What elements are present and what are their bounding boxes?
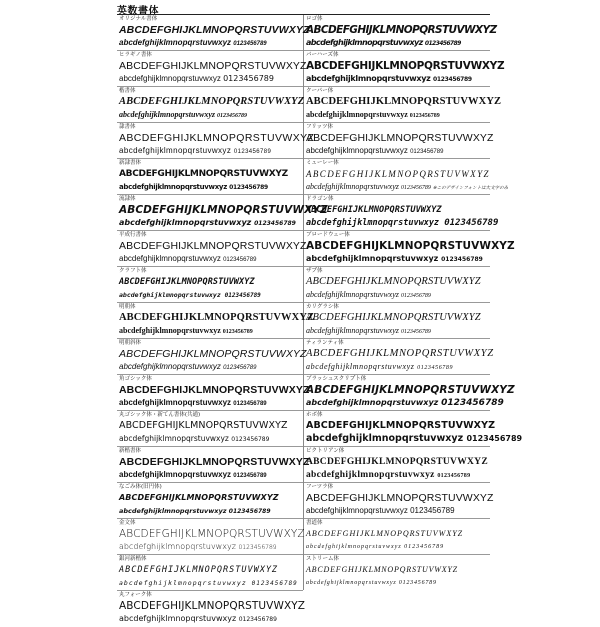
digits-text: 0123456789 — [410, 506, 455, 515]
uppercase-sample: ABCDEFGHIJKLMNOPQRSTUVWXYZ — [306, 457, 488, 467]
font-sample-broadway — [304, 231, 515, 267]
font-name: ストリーム体 — [306, 556, 340, 562]
lowercase-sample — [119, 182, 268, 193]
uppercase-sample: ABCDEFGHIJKLMNOPQRSTUVWXYZ — [119, 312, 315, 323]
digits-text: 0123456789 — [400, 329, 431, 335]
lowercase-sample — [306, 578, 437, 588]
lowercase-text: abcdefghijklmnopqrstuvwxyz — [306, 470, 435, 480]
lowercase-sample — [119, 218, 296, 229]
digits-text: 0123456789 — [233, 401, 267, 407]
font-sample-calligraphy — [304, 303, 490, 339]
uppercase-sample: ABCDEFGHIJKLMNOPQRSTUVWXYZ — [306, 312, 481, 323]
digits-text: 0123456789 — [251, 580, 298, 587]
lowercase-text: abcdefghijklmnopqrstuvwxyz — [119, 470, 232, 479]
lowercase-text: abcdefghijklmnopqrstuvwxyz — [306, 254, 439, 263]
lowercase-text: abcdefghijklmnopqrstuvwxyz — [306, 506, 408, 515]
font-name: ティランティ体 — [306, 340, 344, 346]
lowercase-text: abcdefghijklmnopqrstuvwxyz — [306, 146, 408, 155]
uppercase-sample: ABCDEFGHIJKLMNOPQRSTUVWXYZ — [119, 565, 279, 575]
font-sample-musee — [304, 159, 509, 195]
lowercase-text: abcdefghijklmnopqrstuvwxyz — [119, 542, 236, 551]
uppercase-sample: ABCDEFGHIJKLMNOPQRSTUVWXYZ — [119, 132, 315, 144]
digits-text: 0123456789 — [223, 365, 257, 371]
font-sample-hiragino — [117, 51, 307, 87]
lowercase-sample — [306, 146, 443, 157]
font-name: ブロードウェー体 — [306, 232, 350, 238]
digits-text: 0123456789 — [217, 113, 248, 119]
lowercase-sample — [119, 470, 267, 481]
font-sample-kinbun — [117, 519, 303, 555]
digits-text: 0123456789 — [231, 436, 270, 443]
digits-text: 0123456789 — [254, 220, 296, 227]
right-column — [304, 15, 523, 591]
font-name: ホボ体 — [306, 412, 323, 418]
uppercase-sample: ABCDEFGHIJKLMNOPQRSTUVWXYZ — [306, 240, 515, 252]
font-name: 丸フォーク体 — [119, 592, 152, 598]
digits-text: 0123456789 — [224, 292, 261, 299]
font-name: 新隷書体 — [119, 160, 142, 166]
uppercase-sample: ABCDEFGHIJKLMNOPQRSTUVWXYZ — [306, 60, 505, 72]
lowercase-sample — [119, 614, 277, 625]
lowercase-text: abcdefghijklmnopqrstuvwxyz — [119, 434, 229, 443]
uppercase-sample: ABCDEFGHIJKLMNOPQRSTUVWXYZ — [306, 96, 502, 107]
uppercase-sample: ABCDEFGHIJKLMNOPQRSTUVWXYZ — [306, 529, 464, 538]
digits-text: 0123456789 — [409, 113, 440, 119]
font-name: なごみ体(旧円体) — [119, 484, 162, 490]
digits-text: 0123456789 — [233, 41, 267, 47]
uppercase-sample: ABCDEFGHIJKLMNOPQRSTUVWXYZ — [119, 204, 328, 216]
font-name: ビクトリアン体 — [306, 448, 345, 454]
font-name: クーパー体 — [306, 88, 334, 94]
lowercase-text: abcdefghijklmnopqrstuvwxyz — [306, 362, 415, 371]
lowercase-text: abcdefghijklmnopqrstuvwxyz — [119, 74, 221, 83]
font-sample-maru-gothic — [117, 411, 303, 447]
lowercase-text: abcdefghijklmnopqrstuvwxyz — [119, 326, 221, 335]
font-sample-heisei-gyosho — [117, 231, 307, 267]
digits-text: 0123456789 — [417, 365, 454, 371]
digits-text: 0123456789 — [238, 544, 277, 551]
font-sample-shodo — [304, 519, 490, 555]
lowercase-sample — [119, 254, 256, 265]
digits-text: 0123456789 — [433, 76, 472, 83]
digits-text: 0123456789 — [223, 74, 274, 83]
lowercase-text: abcdefghijklmnopqrstuvwxyz — [306, 544, 402, 550]
font-name: フリッツ体 — [306, 124, 334, 130]
font-sample-kaisho — [117, 87, 303, 123]
lowercase-sample — [306, 38, 461, 49]
lowercase-text: abcdefghijklmnopqrstuvwxyz — [306, 110, 408, 119]
font-name: オリジナル書体 — [119, 16, 158, 22]
lowercase-sample — [119, 74, 274, 84]
lowercase-sample — [119, 506, 271, 517]
font-sample-shin-reisho — [117, 159, 303, 195]
digits-text: 0123456789 — [404, 544, 445, 550]
font-name: 角ゴシック体 — [119, 376, 152, 382]
lowercase-text: abcdefghijklmnopqrstuvwxyz — [119, 579, 247, 587]
font-sample-ginga-shinkai — [117, 555, 303, 591]
font-name: 書道体 — [306, 520, 323, 526]
uppercase-sample: ABCDEFGHIJKLMNOPQRSTUVWXYZ — [306, 565, 458, 574]
font-name: ドラゴン体 — [306, 196, 334, 202]
lowercase-sample — [306, 110, 440, 121]
font-sample-nagomi — [117, 483, 303, 519]
lowercase-sample — [306, 74, 472, 85]
digits-text: 0123456789 — [400, 293, 431, 299]
uppercase-sample: ABCDEFGHIJKLMNOPQRSTUVWXYZ — [306, 24, 497, 36]
lowercase-text: abcdefghijklmnopqrstuvwxyz — [119, 254, 221, 263]
lowercase-text: abcdefghijklmnopqrstuvwxyz — [119, 507, 227, 515]
lowercase-text: abcdefghijklmnopqrstuvwxyz — [119, 362, 221, 371]
lowercase-text: abcdefghijklmnopqrstuvwxyz — [306, 433, 464, 444]
font-sample-mincho-italic — [117, 339, 307, 375]
font-sample-zapf — [304, 267, 490, 303]
font-sample-sheet — [117, 14, 523, 623]
font-name: 流隷体 — [119, 196, 136, 202]
uppercase-sample: ABCDEFGHIJKLMNOPQRSTUVWXYZ — [119, 384, 310, 396]
font-sample-victorian — [304, 447, 490, 483]
font-sample-stream — [304, 555, 490, 591]
font-sample-kaku-gothic — [117, 375, 310, 411]
uppercase-sample: ABCDEFGHIJKLMNOPQRSTUVWXYZ — [119, 528, 305, 540]
digits-text: 0123456789 — [444, 218, 499, 228]
font-name: ブラッシュスクリプト体 — [306, 376, 367, 382]
uppercase-sample: ABCDEFGHIJKLMNOPQRSTUVWXYZ — [306, 492, 494, 504]
lowercase-sample — [119, 326, 253, 337]
page-title: 英数書体 — [117, 6, 159, 17]
lowercase-sample — [119, 542, 277, 553]
uppercase-sample: ABCDEFGHIJKLMNOPQRSTUVWXYZ — [119, 96, 305, 107]
digits-text: 0123456789 — [233, 149, 272, 155]
uppercase-sample: ABCDEFGHIJKLMNOPQRSTUVWXYZ — [119, 456, 310, 468]
digits-text: 0123456789 — [410, 149, 444, 155]
uppercase-sample: ABCDEFGHIJKLMNOPQRSTUVWXYZ — [119, 420, 288, 431]
font-sample-shin-kaisho — [117, 447, 310, 483]
lowercase-text: abcdefghijklmnopqrstuvwxyz — [119, 183, 227, 191]
digits-text: 0123456789 — [424, 40, 461, 47]
lowercase-sample — [306, 254, 483, 265]
uppercase-sample: ABCDEFGHIJKLMNOPQRSTUVWXYZ — [119, 240, 307, 252]
digits-text: 0123456789 — [238, 616, 277, 623]
digits-text: 0123456789 — [400, 185, 431, 191]
lowercase-text: abcdefghijklmnopqrstuvwxyz — [119, 38, 232, 47]
lowercase-sample — [306, 218, 498, 228]
digits-text: 0123456789 — [441, 256, 483, 263]
lowercase-text: abcdefghijklmnopqrstuvwxyz — [306, 398, 439, 407]
font-name: 楷書体 — [119, 88, 136, 94]
font-sample-maru-folk — [117, 591, 306, 627]
font-sample-reisho — [117, 123, 315, 159]
font-name: 銀河新楷体 — [119, 556, 147, 562]
font-name: 隷書体 — [119, 124, 136, 130]
lowercase-sample — [306, 434, 522, 444]
font-sample-logo — [304, 15, 497, 51]
font-name: 明朝体 — [119, 304, 136, 310]
lowercase-text: abcdefghijklmnopqrstuvwxyz — [119, 146, 232, 155]
font-sample-brush-script — [304, 375, 515, 411]
lowercase-sample — [306, 182, 508, 193]
lowercase-sample — [119, 146, 271, 157]
uppercase-sample: ABCDEFGHIJKLMNOPQRSTUVWXYZ — [306, 169, 490, 179]
font-name: カリグラシ体 — [306, 304, 339, 310]
font-sample-fritz — [304, 123, 494, 159]
digits-text: 0123456789 — [398, 580, 437, 586]
lowercase-sample — [119, 362, 256, 373]
lowercase-text: abcdefghijklmnopqrstuvwxyz — [306, 290, 399, 299]
font-sample-mincho — [117, 303, 315, 339]
font-sample-craft — [117, 267, 303, 303]
font-name: ヒラギノ書体 — [119, 52, 152, 58]
font-name: クラフト体 — [119, 268, 147, 274]
lowercase-sample — [119, 578, 298, 589]
digits-text: 0123456789 — [466, 434, 523, 443]
lowercase-text: abcdefghijklmnopqrstuvwxyz — [306, 218, 440, 228]
digits-text: 0123456789 — [223, 257, 257, 263]
digits-text: 0123456789 — [228, 508, 271, 515]
lowercase-sample — [306, 470, 470, 481]
lowercase-text: abcdefghijklmnopqrstuvwxyz — [306, 38, 423, 47]
lowercase-sample — [119, 434, 269, 445]
font-name: 新楷書体 — [119, 448, 142, 454]
lowercase-text: abcdefghijklmnopqrstuvwxyz — [306, 326, 399, 335]
uppercase-sample: ABCDEFGHIJKLMNOPQRSTUVWXYZ — [306, 384, 515, 396]
font-name: 明朝斜体 — [119, 340, 142, 346]
uppercase-sample: ABCDEFGHIJKLMNOPQRSTUVWXYZ — [306, 205, 442, 215]
lowercase-sample — [119, 38, 267, 49]
lowercase-sample — [306, 542, 444, 552]
uppercase-sample: ABCDEFGHIJKLMNOPQRSTUVWXYZ — [119, 493, 279, 502]
lowercase-sample — [119, 110, 247, 121]
lowercase-text: abcdefghijklmnopqrstuvwxyz — [306, 580, 397, 586]
uppercase-sample: ABCDEFGHIJKLMNOPQRSTUVWXYZ — [119, 277, 255, 287]
digits-text: 0123456789 — [222, 329, 253, 335]
lowercase-text: abcdefghijklmnopqrstuvwxyz — [119, 398, 232, 407]
uppercase-sample: ABCDEFGHIJKLMNOPQRSTUVWXYZ — [306, 348, 494, 359]
font-name: 丸ゴシック体・新てん書体(共通) — [119, 412, 201, 418]
font-name: パーハーズ体 — [306, 52, 339, 58]
uppercase-only-note: ※このデザインフォントは大文字のみ — [432, 185, 509, 190]
uppercase-sample: ABCDEFGHIJKLMNOPQRSTUVWXYZ — [306, 276, 481, 287]
lowercase-sample — [306, 326, 431, 337]
lowercase-sample — [306, 506, 455, 516]
digits-text: 0123456789 — [233, 473, 267, 479]
uppercase-sample: ABCDEFGHIJKLMNOPQRSTUVWXYZ — [306, 420, 496, 431]
lowercase-sample — [119, 290, 261, 301]
font-sample-dragon — [304, 195, 499, 231]
font-sample-futura — [304, 483, 494, 519]
lowercase-text: abcdefghijklmnopqrstuvwxyz — [306, 182, 399, 191]
lowercase-text: abcdefghijklmnopqrstuvwxyz — [119, 614, 237, 623]
font-name: ザプ体 — [306, 268, 323, 274]
digits-text: 0123456789 — [437, 473, 471, 479]
lowercase-text: abcdefghijklmnopqrstuvwxyz — [119, 291, 221, 299]
lowercase-text: abcdefghijklmnopqrstuvwxyz — [119, 110, 216, 119]
uppercase-sample: ABCDEFGHIJKLMNOPQRSTUVWXYZ — [119, 24, 310, 36]
lowercase-sample — [306, 398, 504, 408]
font-name: 平成行書体 — [119, 232, 147, 238]
font-sample-tiranti — [304, 339, 494, 375]
uppercase-sample: ABCDEFGHIJKLMNOPQRSTUVWXYZ — [119, 348, 307, 360]
font-name: ロゴ体 — [306, 16, 323, 22]
lowercase-sample — [306, 290, 431, 301]
font-sample-hobo — [304, 411, 523, 447]
font-name: フーツラ体 — [306, 484, 334, 490]
lowercase-sample — [306, 362, 453, 373]
lowercase-text: abcdefghijklmnopqrstuvwxyz — [306, 74, 431, 83]
digits-text: 0123456789 — [441, 398, 504, 408]
digits-text: 0123456789 — [229, 184, 268, 191]
font-name: 金文体 — [119, 520, 136, 526]
font-sample-cooper — [304, 87, 502, 123]
uppercase-sample: ABCDEFGHIJKLMNOPQRSTUVWXYZ — [306, 132, 494, 144]
lowercase-sample — [119, 398, 267, 409]
font-sample-parhaz — [304, 51, 505, 87]
font-sample-original — [117, 15, 310, 51]
lowercase-text: abcdefghijklmnopqrstuvwxyz — [119, 218, 252, 227]
uppercase-sample: ABCDEFGHIJKLMNOPQRSTUVWXYZ — [119, 600, 306, 612]
font-name: ミューレー体 — [306, 160, 339, 166]
uppercase-sample: ABCDEFGHIJKLMNOPQRSTUVWXYZ — [119, 60, 307, 72]
uppercase-sample: ABCDEFGHIJKLMNOPQRSTUVWXYZ — [119, 169, 288, 179]
